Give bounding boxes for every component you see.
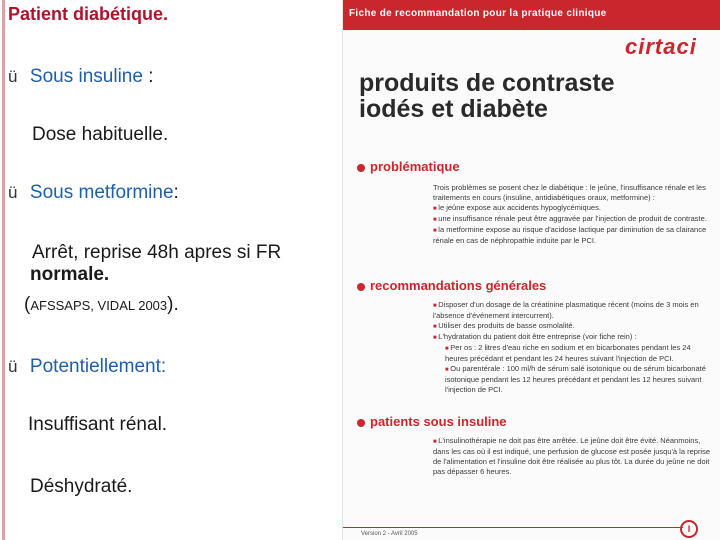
section-heading-problematique (357, 159, 460, 174)
item-detail-dose: Dose habituelle. (32, 124, 169, 145)
doc-bullet: ■ Per os : 2 litres d'eau riche en sodium et en bicarbonates pendant les 24 heures précédant et pendant les 24 heures suivant l'injection de PCI. (433, 343, 713, 364)
bullet-dot-icon (357, 419, 365, 427)
section-heading-patients-insuline (357, 414, 507, 429)
doc-bullet: ■ la metformine expose au risque d'acidose lactique par diminution de sa clairance rénale en cas de néphropathie induite par le PCI. (433, 225, 713, 246)
section-heading-text: recommandations générales (370, 278, 547, 293)
doc-title (359, 70, 615, 122)
cirtaci-logo: cirtaci (625, 34, 697, 59)
doc-bullet: ■ L'hydratation du patient doit être entreprise (voir fiche rein) : (433, 332, 713, 343)
doc-footer-version: Version 2 - Avril 2005 (361, 531, 418, 537)
doc-bullet: ■ Ou parentérale : 100 ml/h de sérum salé isotonique ou de sérum bicarbonaté isotonique pendant les 12 heures précédant et pendant les 12 heures suivant l'injection de PCI. (433, 364, 713, 395)
section-body-patients-insuline (433, 436, 713, 477)
section-body-problematique (433, 183, 713, 246)
doc-title-line2: iodés et diabète (359, 95, 548, 123)
item-suffix: : (173, 182, 179, 203)
detail-line: Arrêt, reprise 48h apres si FR (32, 242, 282, 263)
item-reference (24, 294, 179, 316)
recommendation-sheet-image (342, 0, 720, 540)
doc-footer-divider (343, 527, 683, 528)
list-item-sous-insuline (8, 66, 154, 88)
item-label: Potentiellement: (29, 356, 167, 377)
doc-header-bar (343, 0, 720, 30)
page-number-badge: I (680, 520, 698, 538)
section-heading-text: problématique (370, 159, 460, 174)
bullet-dot-icon (357, 164, 365, 172)
slide-title: Patient diabétique. (8, 4, 169, 24)
doc-title-line1: produits de contraste (359, 69, 615, 97)
doc-bullet: ■ L'insulinothérapie ne doit pas être arrêtée. Le jeûne doit être évité. Néanmoins, dans les cas où il est indiqué, une perfusion de glucose est posée jusqu'à la reprise de l'alimentation et l'insuline doit être réalisée au plus tôt. La durée du jeûne ne doit pas dépasser 6 heures. (433, 436, 713, 477)
doc-header-text: Fiche de recommandation pour la pratique clinique (349, 8, 607, 19)
section-heading-recommandations (357, 278, 546, 293)
paren-close: ). (167, 294, 179, 315)
item-suffix: : (142, 66, 154, 87)
doc-paragraph: Trois problèmes se posent chez le diabétique : le jeûne, l'insuffisance rénale et les traitements en cours (insuline, antidiabétiques oraux, metformine) : (433, 183, 706, 202)
item-label: Sous insuline (29, 66, 143, 87)
doc-bullet: ■ une insuffisance rénale peut être aggravée par l'injection de produit de contraste. (433, 214, 713, 225)
item-detail-insuffisant: Insuffisant rénal. (28, 414, 168, 435)
checkmark-icon: ü (8, 357, 18, 376)
item-detail-normale: normale. (30, 264, 110, 285)
slide-left-border (2, 0, 5, 540)
checkmark-icon: ü (8, 183, 18, 202)
doc-bullet: ■ Disposer d'un dosage de la créatinine plasmatique récent (moins de 3 mois en l'absence d'événement intercurrent). (433, 300, 713, 321)
reference-text: AFSSAPS, VIDAL 2003 (30, 298, 168, 313)
bullet-dot-icon (357, 283, 365, 291)
doc-bullet: ■ Utiliser des produits de basse osmolalité. (433, 321, 713, 332)
list-item-sous-metformine (8, 182, 179, 204)
doc-bullet: ■ le jeûne expose aux accidents hypoglycémiques. (433, 203, 713, 214)
section-body-recommandations (433, 300, 713, 395)
item-detail-arret (32, 242, 281, 264)
checkmark-icon: ü (8, 67, 18, 86)
section-heading-text: patients sous insuline (370, 414, 507, 429)
item-label: Sous metformine (29, 182, 174, 203)
list-item-potentiellement (8, 356, 166, 378)
item-detail-deshydrate: Déshydraté. (30, 476, 133, 497)
paren-open: ( (24, 294, 31, 315)
